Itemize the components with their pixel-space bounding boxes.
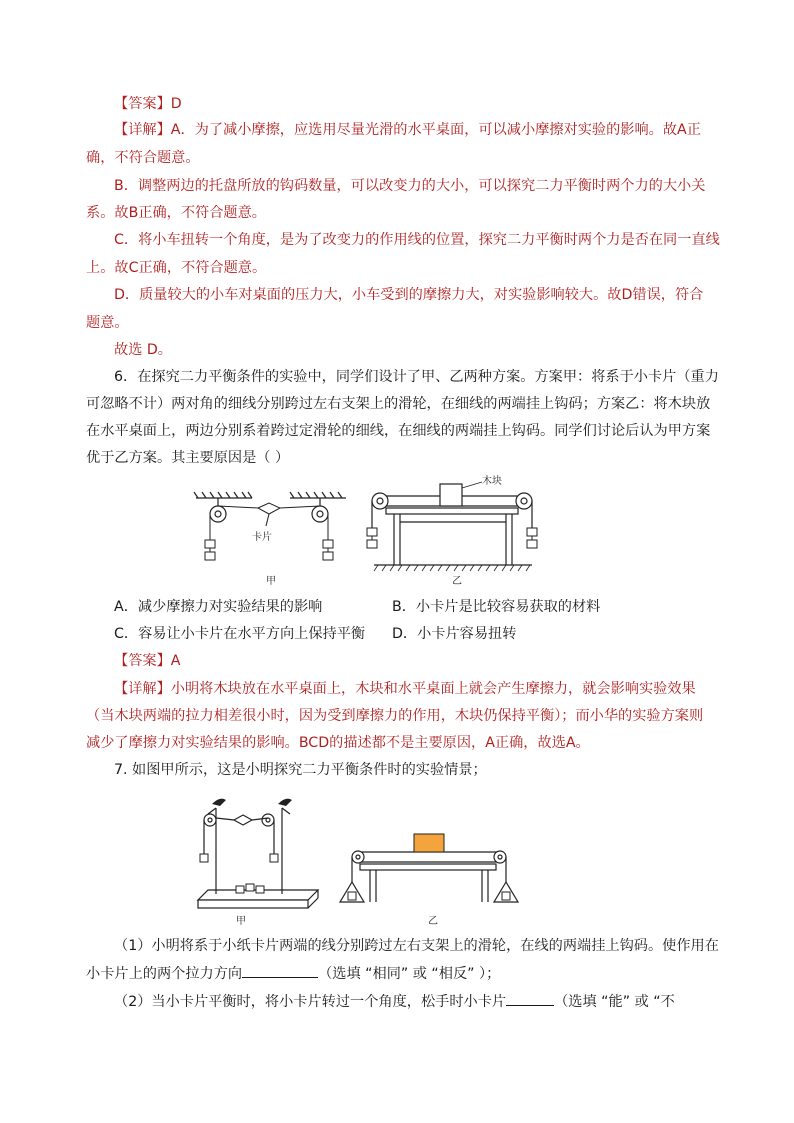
card-label: 卡片 bbox=[252, 532, 272, 543]
wood-block bbox=[440, 484, 462, 506]
detail-label: 【详解】 bbox=[114, 681, 171, 697]
q6-stem-line: 6．在探究二力平衡条件的实验中，同学们设计了甲、乙两种方案。方案甲：将系于小卡片（重力 bbox=[114, 369, 719, 385]
q6-stem-line: 可忽略不计）两对角的细线分别跨过左右支架上的滑轮，在细线的两端挂上钩码；方案乙：将木块放 bbox=[86, 396, 711, 412]
answer-label: 【答案】 bbox=[114, 96, 171, 112]
detail-text: A．为了减小摩擦，应选用尽量光滑的水平桌面，可以减小摩擦对实验的影响。故A正 bbox=[170, 122, 701, 138]
q5-detail-line: 系。故B正确，不符合题意。 bbox=[86, 205, 266, 221]
option-c: C．容易让小卡片在水平方向上保持平衡 bbox=[114, 626, 366, 642]
q7-sub1-text: 小卡片上的两个拉力方向 bbox=[86, 966, 243, 982]
q7-sub1-text-post: （选填 “相同” 或 “相反” ）； bbox=[318, 966, 501, 982]
q7-sub2-line bbox=[114, 991, 744, 1012]
answer-value: D bbox=[170, 96, 182, 112]
pulley-left bbox=[210, 498, 226, 522]
q5-detail-line bbox=[114, 120, 744, 140]
answer-value: A bbox=[170, 653, 181, 669]
q7-sub2-text-post: （选填 “能” 或 “不 bbox=[554, 994, 675, 1010]
table-ground bbox=[374, 565, 530, 571]
q6-detail-line: 减少了摩擦力对实验结果的影响。BCD的描述都不是主要原因，A正确，故选A。 bbox=[86, 735, 590, 751]
q7-sub2-text: （2）当小卡片平衡时，将小卡片转过一个角度，松手时小卡片 bbox=[114, 994, 507, 1010]
option-d: D．小卡片容易扭转 bbox=[392, 626, 517, 642]
ceiling-right bbox=[290, 492, 346, 498]
detail-label: 【详解】 bbox=[114, 122, 171, 138]
block-label: 木块 bbox=[482, 476, 502, 487]
q7-sub1-answer-blank[interactable] bbox=[242, 963, 318, 978]
pulley-right bbox=[312, 498, 328, 522]
q6-figure bbox=[190, 470, 550, 590]
table-figure-2 bbox=[340, 851, 518, 902]
ceiling-left bbox=[194, 492, 252, 498]
q5-detail-line: 题意。 bbox=[86, 315, 129, 331]
block-orange bbox=[414, 834, 444, 852]
weights-left bbox=[205, 540, 215, 560]
option-b: B．小卡片是比较容易获取的材料 bbox=[392, 599, 601, 615]
q6-stem-line: 在水平桌面上，两边分别系着跨过定滑轮的细线，在细线的两端挂上钩码。同学们讨论后认为甲方案 bbox=[86, 423, 711, 439]
q7-figure bbox=[190, 790, 530, 930]
q5-detail-line: 上。故C正确，不符合题意。 bbox=[86, 260, 267, 276]
q5-detail-line: B．调整两边的托盘所放的钩码数量，可以改变力的大小，可以探究二力平衡时两个力的大小关 bbox=[114, 178, 706, 194]
q7-sub1-line2 bbox=[86, 963, 716, 984]
q6-stem-line: 优于乙方案。其主要原因是（ ） bbox=[86, 450, 290, 466]
caption-yi: 乙 bbox=[428, 916, 438, 927]
q5-detail-line: D．质量较大的小车对桌面的压力大，小车受到的摩擦力大，对实验影响较大。故D错误，符合 bbox=[114, 287, 704, 303]
detail-text: 小明将木块放在水平桌面上，木块和水平桌面上就会产生摩擦力，就会影响实验效果 bbox=[170, 681, 696, 697]
stand-weights bbox=[200, 854, 278, 893]
q5-answer bbox=[114, 94, 744, 114]
pan-weights bbox=[348, 892, 510, 900]
option-a: A．减少摩擦力对实验结果的影响 bbox=[114, 599, 323, 615]
caption-yi: 乙 bbox=[452, 576, 462, 587]
caption-jia: 甲 bbox=[236, 916, 246, 927]
answer-label: 【答案】 bbox=[114, 653, 171, 669]
caption-jia: 甲 bbox=[266, 576, 276, 587]
q6-detail-line bbox=[114, 679, 744, 699]
q7-sub1-line1: （1）小明将系于小纸卡片两端的线分别跨过左右支架上的滑轮，在线的两端挂上钩码。使作用在 bbox=[114, 938, 719, 954]
q6-answer bbox=[114, 651, 744, 671]
block-pointer bbox=[462, 482, 482, 488]
clamp-heads bbox=[212, 799, 292, 806]
weights-right bbox=[323, 540, 333, 560]
q5-conclusion: 故选 D。 bbox=[114, 342, 172, 358]
q7-sub2-answer-blank[interactable] bbox=[506, 991, 554, 1006]
q7-stem: 7. 如图甲所示，这是小明探究二力平衡条件时的实验情景； bbox=[114, 762, 487, 778]
q5-detail-line: 确，不符合题意。 bbox=[86, 150, 200, 166]
q6-detail-line: （当木块两端的拉力相差很小时，因为受到摩擦力的作用，木块仍保持平衡）；而小华的实验方案则 bbox=[86, 708, 704, 724]
q5-detail-line: C．将小车扭转一个角度，是为了改变力的作用线的位置，探究二力平衡时两个力是否在同一直线 bbox=[114, 232, 720, 248]
